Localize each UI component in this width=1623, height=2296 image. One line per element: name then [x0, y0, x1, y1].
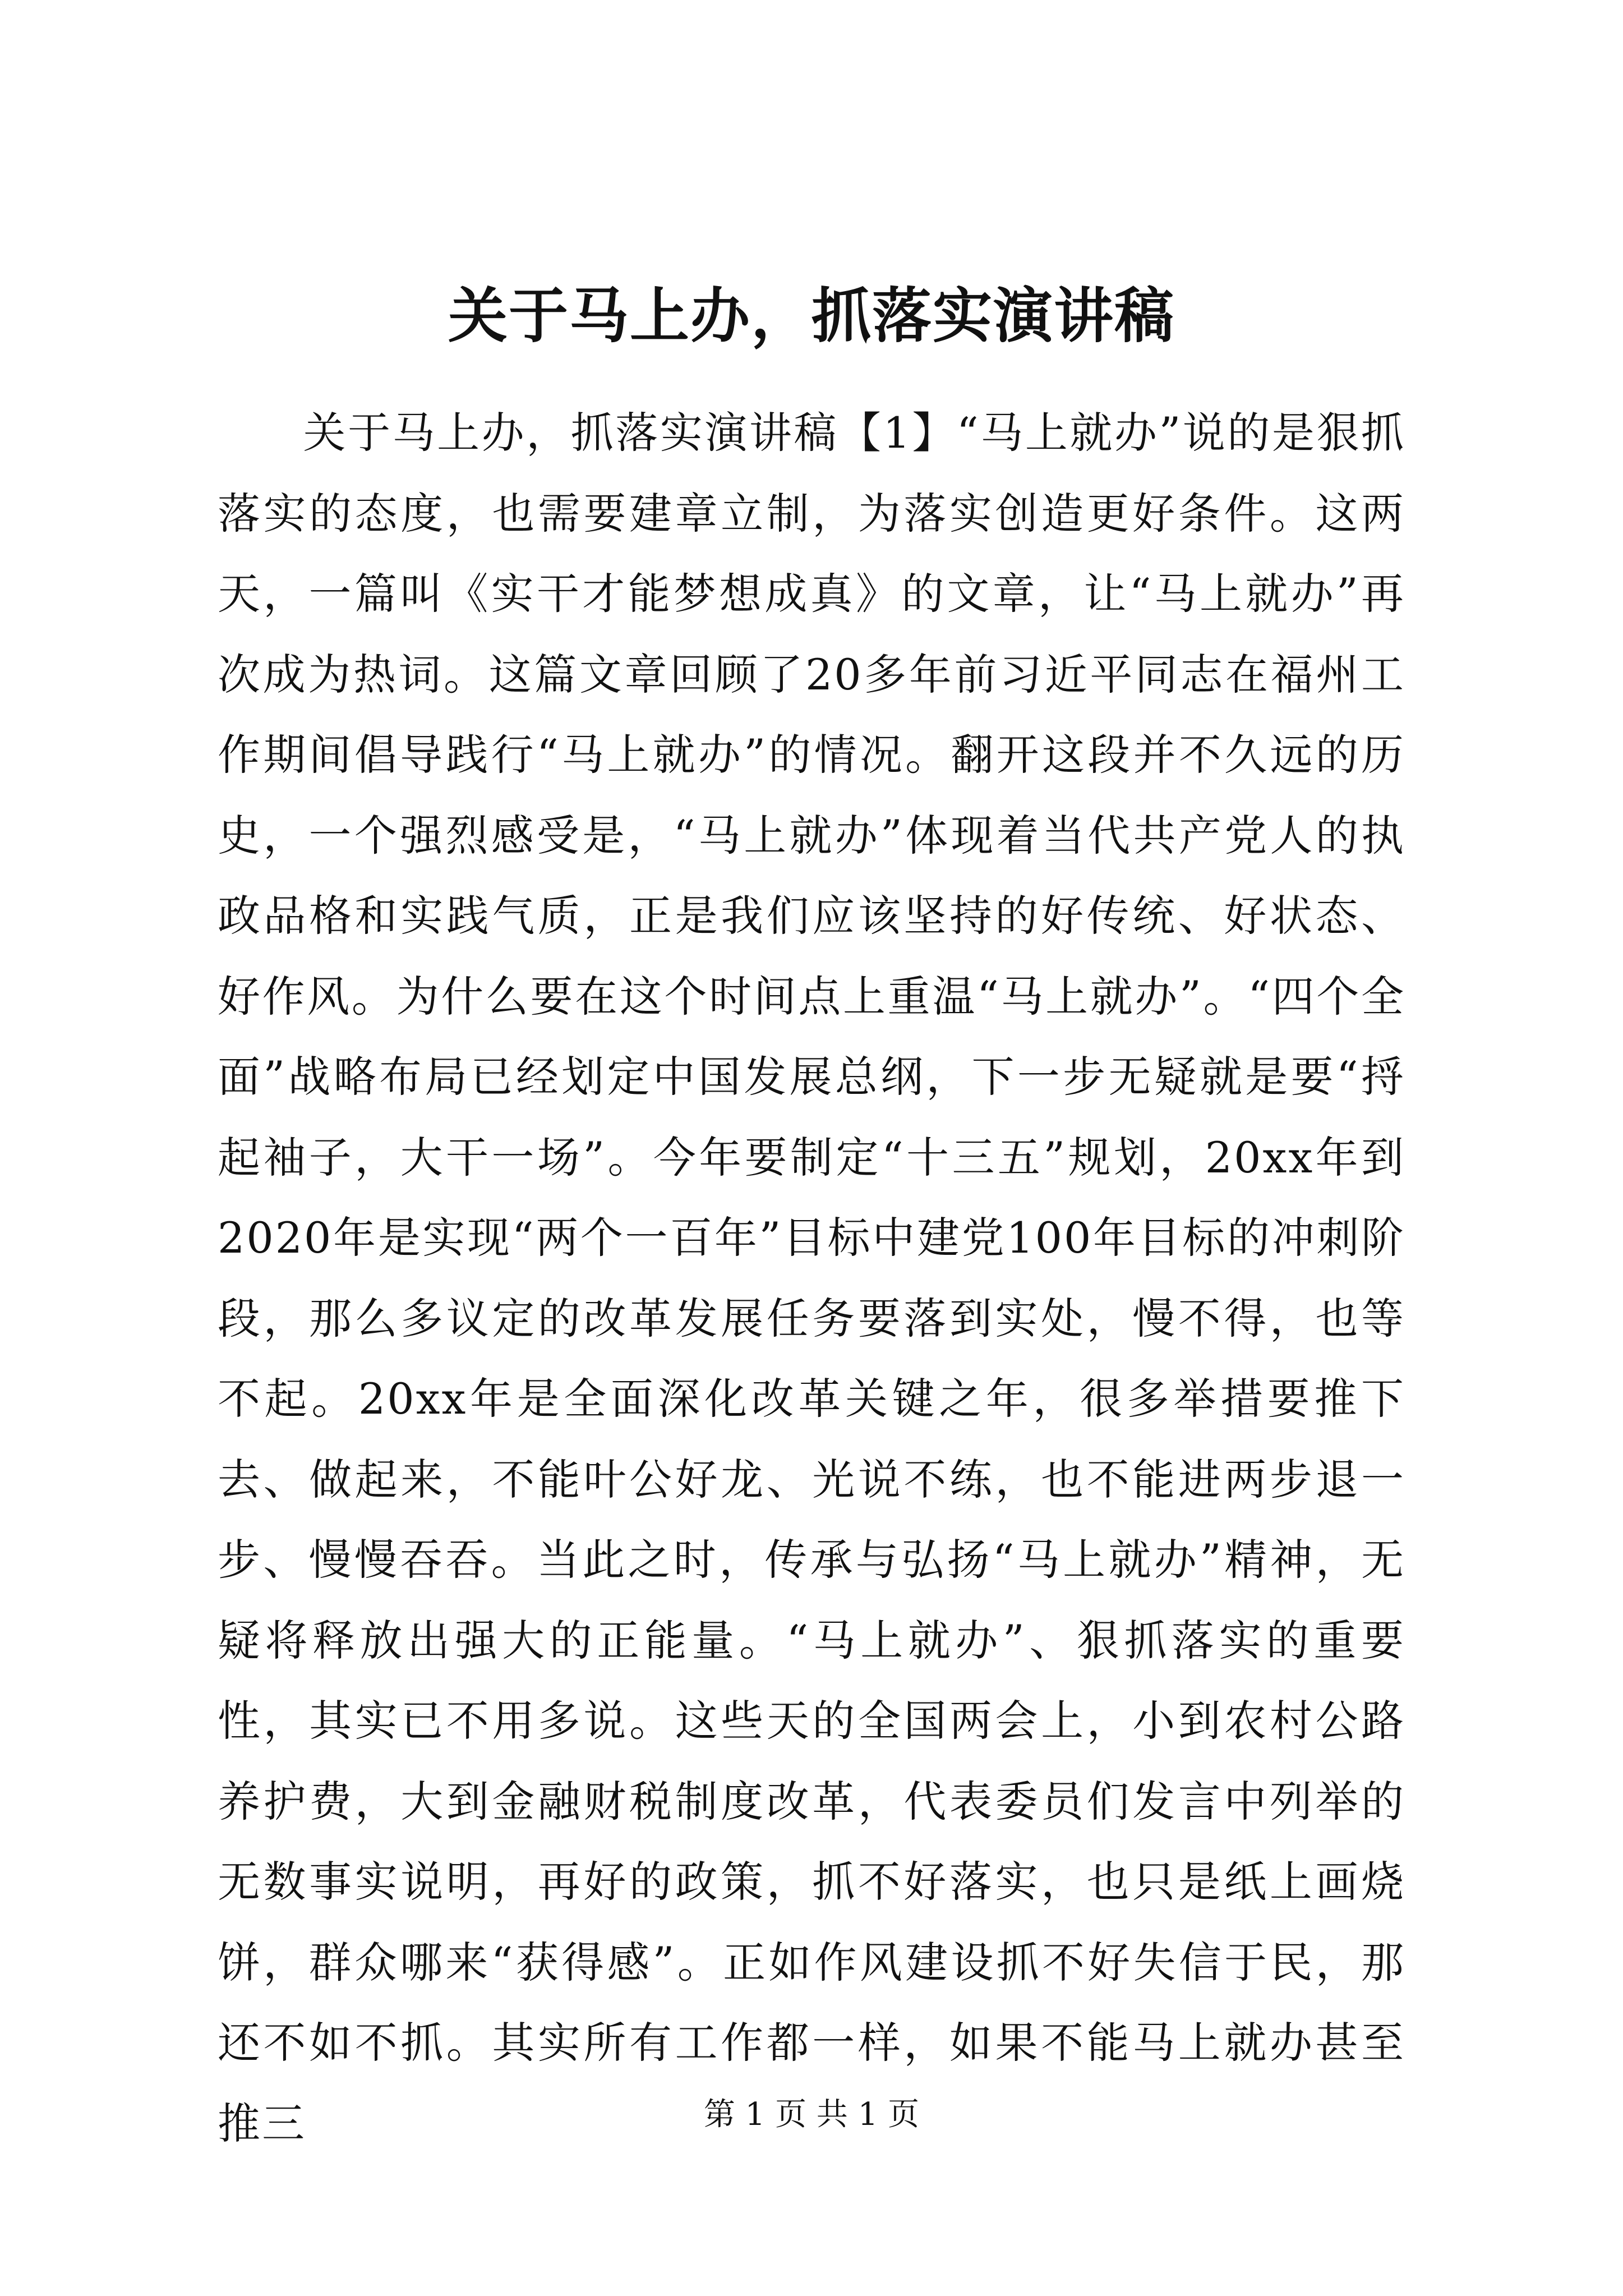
document-body-paragraph	[218, 393, 1405, 2164]
page-number-label: 第 1 页 共 1 页	[703, 2096, 920, 2133]
body-text: 关于马上办，抓落实演讲稿【1】“马上就办”说的是狠抓落实的态度，也需要建章立制，为落实创造更好条件。这两天，一篇叫《实干才能梦想成真》的文章，让“马上就办”再次成为热词。这篇文章回顾了20多年前习近平同志在福州工作期间倡导践行“马上就办”的情况。翻开这段并不久远的历史，一个强烈感受是，“马上就办”体现着当代共产党人的执政品格和实践气质，正是我们应该坚持的好传统、好状态、好作风。为什么要在这个时间点上重温“马上就办”。“四个全面”战略布局已经划定中国发展总纲，下一步无疑就是要“捋起袖子，大干一场”。今年要制定“十三五”规划，20xx年到2020年是实现“两个一百年”目标中建党100年目标的冲刺阶段，那么多议定的改革发展任务要落到实处，慢不得，也等不起。20xx年是全面深化改革关键之年，很多举措要推下去、做起来，不能叶公好龙、光说不练，也不能进两步退一步、慢慢吞吞。当此之时，传承与弘扬“马上就办”精神，无疑将释放出强大的正能量。“马上就办”、狠抓落实的重要性，其实已不用多说。这些天的全国两会上，小到农村公路养护费，大到金融财税制度改革，代表委员们发言中列举的无数事实说明，再好的政策，抓不好落实，也只是纸上画烧饼，群众哪来“获得感”。正如作风建设抓不好失信于民，那还不如不抓。其实所有工作都一样，如果不能马上就办甚至推三	[218, 408, 1405, 2148]
page-footer	[0, 2095, 1623, 2134]
document-title: 关于马上办，抓落实演讲稿	[448, 280, 1175, 351]
